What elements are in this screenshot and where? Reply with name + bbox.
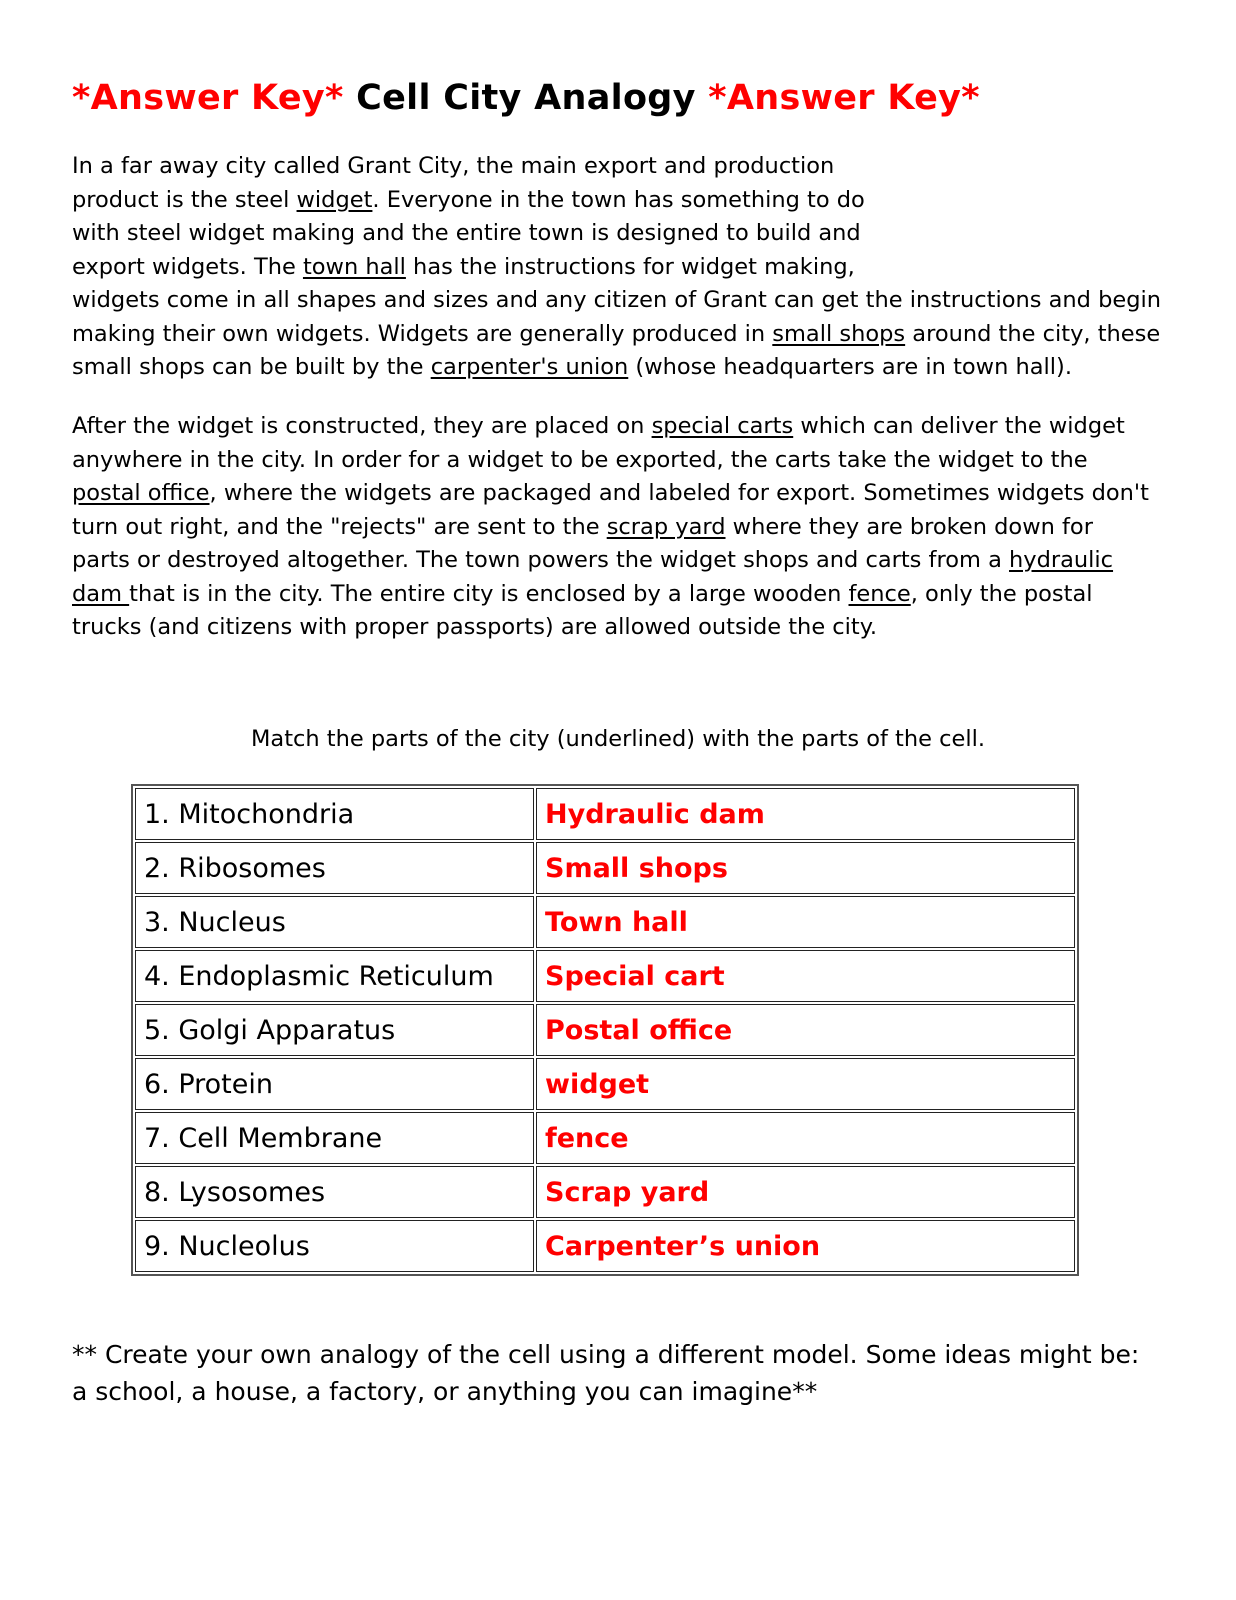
underlined-term: special carts xyxy=(651,413,794,439)
underlined-term: postal office xyxy=(72,480,210,506)
underlined-term: hydraulic xyxy=(1009,547,1114,573)
city-answer: Hydraulic dam xyxy=(536,788,1075,840)
text-line: making their own widgets. Widgets are generally produced in small shops around the city, these xyxy=(72,320,1161,347)
underlined-term: carpenter's union xyxy=(430,354,629,380)
city-answer: Scrap yard xyxy=(536,1166,1075,1218)
underlined-term: scrap yard xyxy=(606,513,726,540)
cell-part: 8. Lysosomes xyxy=(135,1166,534,1218)
text-line: parts or destroyed altogether. The town powers the widget shops and carts from a hydraulic xyxy=(72,547,1114,573)
cell-part: 3. Nucleus xyxy=(135,896,534,948)
table-row xyxy=(135,842,1075,894)
text-line: product is the steel widget. Everyone in the town has something to do xyxy=(72,186,865,213)
city-answer: widget xyxy=(536,1058,1075,1110)
underlined-term: small shops xyxy=(772,320,906,347)
text-line: a school, a house, a factory, or anything you can imagine** xyxy=(72,1377,818,1406)
cell-part: 2. Ribosomes xyxy=(135,842,534,894)
underlined-term: fence xyxy=(848,580,911,607)
text-line: turn out right, and the "rejects" are sent to the scrap yard where they are broken down for xyxy=(72,513,1093,540)
text-line: ** Create your own analogy of the cell using a different model. Some ideas might be: xyxy=(72,1340,1140,1369)
text-line: small shops can be built by the carpenter's union (whose headquarters are in town hall). xyxy=(72,354,1072,380)
text-line: widgets come in all shapes and sizes and any citizen of Grant can get the instructions and begin xyxy=(72,287,1162,313)
text-line: with steel widget making and the entire town is designed to build and xyxy=(72,220,861,246)
cell-part: 7. Cell Membrane xyxy=(135,1112,534,1164)
text-line: export widgets. The town hall has the instructions for widget making, xyxy=(72,253,855,280)
text-line: postal office, where the widgets are packaged and labeled for export. Sometimes widgets don't xyxy=(72,480,1149,506)
story-paragraph-2 xyxy=(72,410,1149,645)
cell-part: 4. Endoplasmic Reticulum xyxy=(135,950,534,1002)
city-answer: Special cart xyxy=(536,950,1075,1002)
table-row xyxy=(135,788,1075,840)
table-row xyxy=(135,1058,1075,1110)
cell-part: 5. Golgi Apparatus xyxy=(135,1004,534,1056)
city-answer: Town hall xyxy=(536,896,1075,948)
answer-key-tag-right: *Answer Key* xyxy=(708,78,980,118)
city-answer: fence xyxy=(536,1112,1075,1164)
text-line: dam that is in the city. The entire city is enclosed by a large wooden fence, only the postal xyxy=(72,580,1093,607)
text-line: After the widget is constructed, they are placed on special carts which can deliver the widget xyxy=(72,413,1125,439)
table-row xyxy=(135,1166,1075,1218)
underlined-term: dam xyxy=(72,580,130,607)
table-row xyxy=(135,1220,1075,1272)
footer-note xyxy=(72,1336,1139,1410)
underlined-term: town hall xyxy=(302,253,406,280)
answer-key-tag-left: *Answer Key* xyxy=(72,78,344,118)
city-answer: Postal office xyxy=(536,1004,1075,1056)
table-row xyxy=(135,1112,1075,1164)
city-answer: Small shops xyxy=(536,842,1075,894)
page-title xyxy=(72,78,980,118)
story-paragraph-1 xyxy=(72,150,1161,385)
title-text: Cell City Analogy xyxy=(356,78,696,118)
cell-part: 6. Protein xyxy=(135,1058,534,1110)
answer-table xyxy=(131,784,1079,1276)
table-row xyxy=(135,1004,1075,1056)
table-row xyxy=(135,950,1075,1002)
text-line: In a far away city called Grant City, the main export and production xyxy=(72,153,835,179)
cell-part: 1. Mitochondria xyxy=(135,788,534,840)
match-instructions: Match the parts of the city (underlined) with the parts of the cell. xyxy=(251,726,985,752)
city-answer: Carpenter’s union xyxy=(536,1220,1075,1272)
underlined-term: widget xyxy=(296,186,373,213)
text-line: anywhere in the city. In order for a widget to be exported, the carts take the widget to the xyxy=(72,446,1088,473)
cell-part: 9. Nucleolus xyxy=(135,1220,534,1272)
text-line: trucks (and citizens with proper passports) are allowed outside the city. xyxy=(72,614,878,640)
table-row xyxy=(135,896,1075,948)
